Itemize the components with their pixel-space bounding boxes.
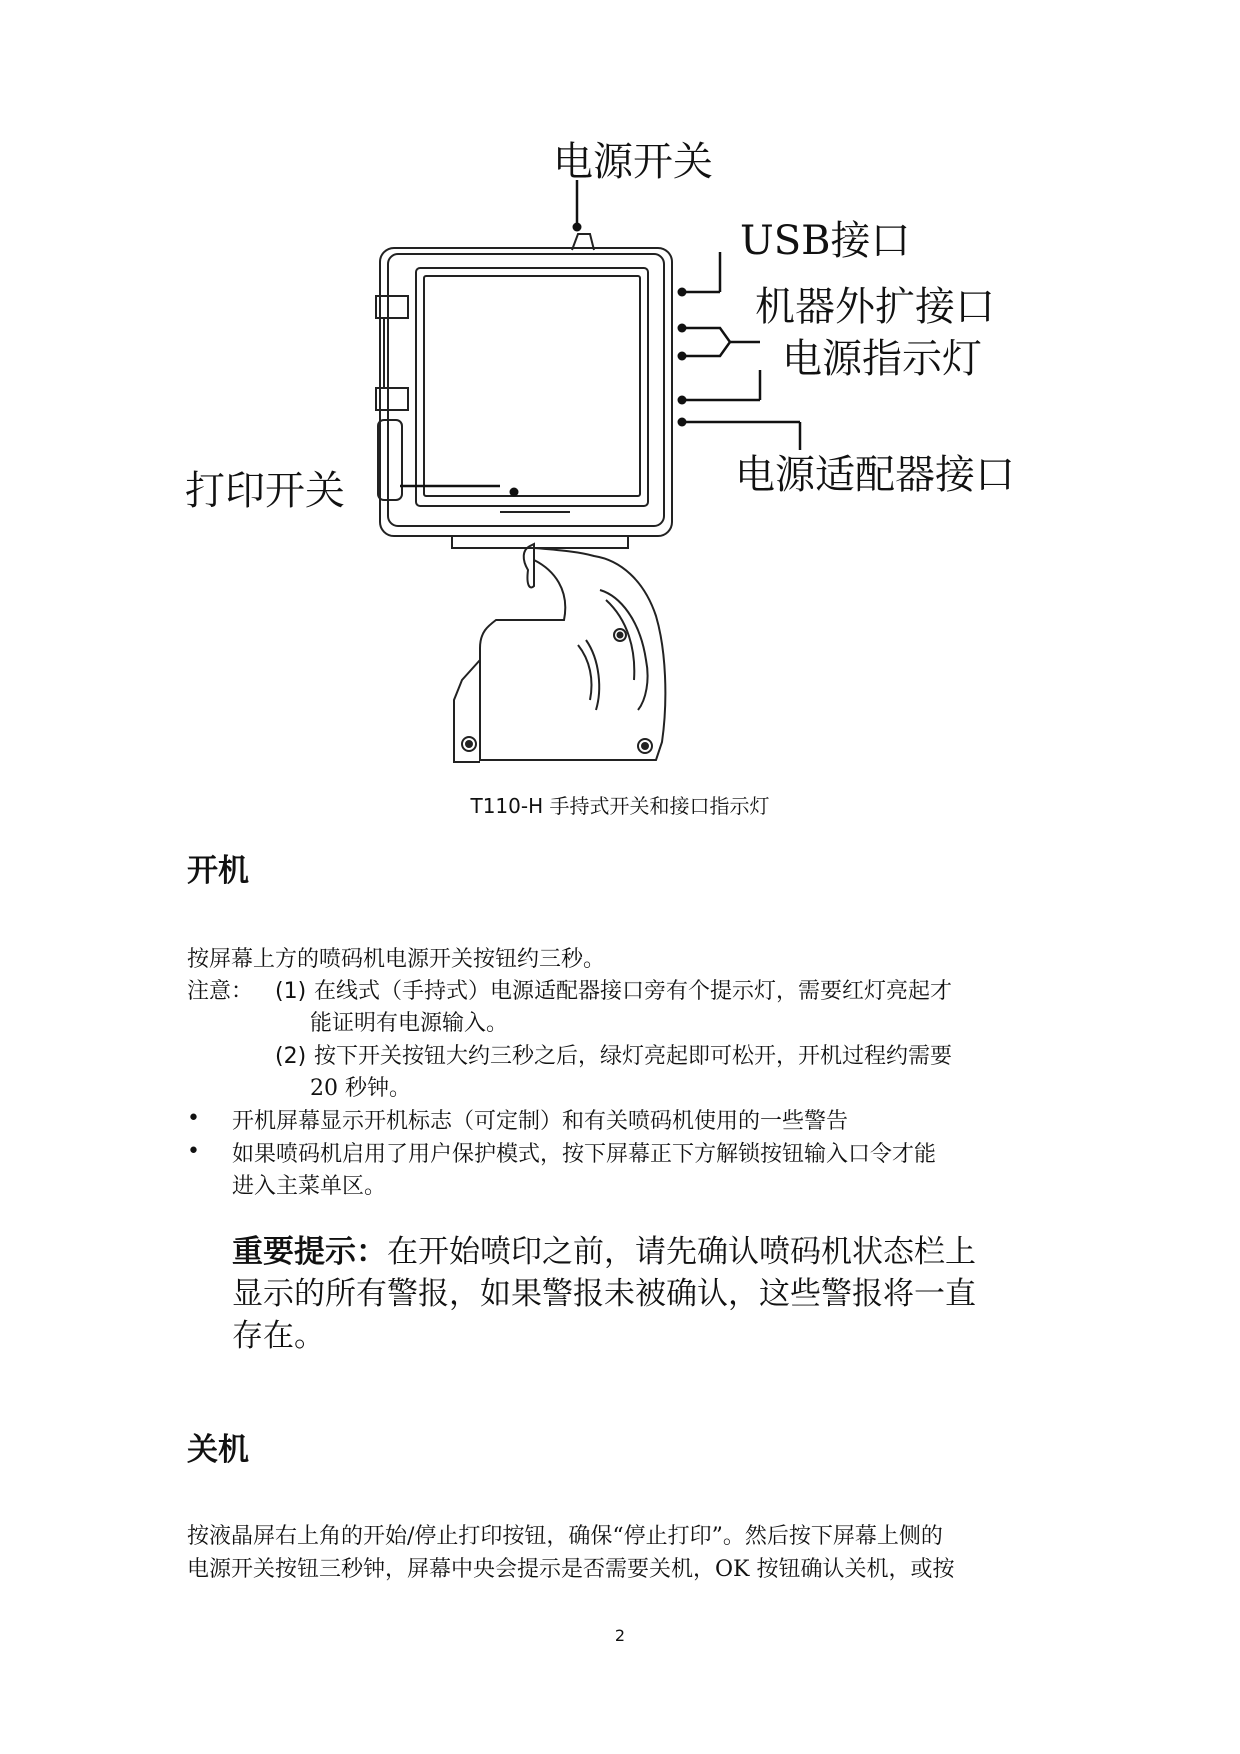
bullet-1-symbol: • bbox=[187, 1106, 200, 1131]
bullet-2-line-2: 进入主菜单区。 bbox=[232, 1174, 387, 1199]
power-off-line-1: 按液晶屏右上角的开始/停止打印按钮，确保“停止打印”。然后按下屏幕上侧的 bbox=[187, 1524, 943, 1549]
important-label: 重要提示： bbox=[232, 1234, 387, 1270]
note-2-line-2: 20 秒钟。 bbox=[310, 1076, 411, 1101]
screen-shape bbox=[416, 268, 648, 506]
important-line-3: 存在。 bbox=[232, 1318, 325, 1354]
heading-power-off: 关机 bbox=[187, 1432, 249, 1468]
heading-power-on: 开机 bbox=[187, 853, 249, 889]
bullet-2-line-1: 如果喷码机启用了用户保护模式，按下屏幕正下方解锁按钮输入口令才能 bbox=[232, 1142, 937, 1167]
label-usb-port: USB接口 bbox=[740, 218, 911, 264]
label-external-port: 机器外扩接口 bbox=[755, 284, 995, 330]
important-line-2: 显示的所有警报，如果警报未被确认，这些警报将一直 bbox=[232, 1276, 976, 1312]
note-1-line-1: 在线式（手持式）电源适配器接口旁有个提示灯，需要红灯亮起才 bbox=[314, 979, 953, 1004]
note-2-line-1: 按下开关按钮大约三秒之后，绿灯亮起即可松开，开机过程约需要 bbox=[314, 1044, 953, 1069]
power-off-line-2: 电源开关按钮三秒钟，屏幕中央会提示是否需要关机，OK 按钮确认关机，或按 bbox=[187, 1557, 955, 1582]
important-line-1: 在开始喷印之前，请先确认喷码机状态栏上 bbox=[387, 1234, 976, 1270]
power-on-intro: 按屏幕上方的喷码机电源开关按钮约三秒。 bbox=[187, 947, 606, 972]
label-adapter-port: 电源适配器接口 bbox=[735, 452, 1015, 498]
label-print-switch: 打印开关 bbox=[185, 468, 345, 514]
label-power-switch: 电源开关 bbox=[553, 139, 713, 185]
label-power-indicator: 电源指示灯 bbox=[782, 336, 982, 382]
important-note bbox=[232, 1231, 1062, 1357]
bullet-2-symbol: • bbox=[187, 1139, 200, 1164]
note-1-line-2: 能证明有电源输入。 bbox=[310, 1011, 509, 1036]
note-label: 注意： bbox=[187, 979, 254, 1004]
note-1-number: (1) bbox=[275, 979, 307, 1004]
device-diagram bbox=[150, 120, 1090, 820]
note-2-number: (2) bbox=[275, 1044, 307, 1069]
bullet-1-line-1: 开机屏幕显示开机标志（可定制）和有关喷码机使用的一些警告 bbox=[232, 1109, 849, 1134]
figure-caption: T110-H 手持式开关和接口指示灯 bbox=[470, 794, 770, 818]
page-number: 2 bbox=[614, 1626, 626, 1645]
